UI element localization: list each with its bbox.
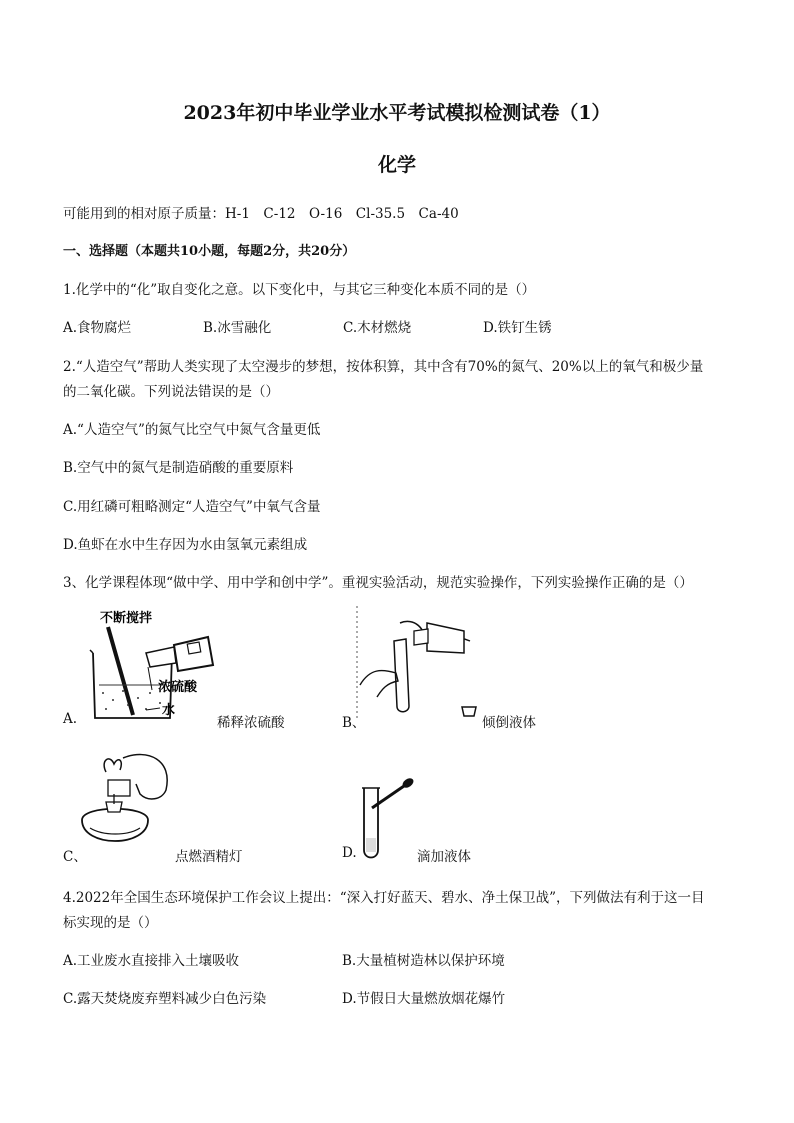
label-stir: 不断搅拌 <box>100 610 153 625</box>
reagent-bottle <box>427 623 464 653</box>
question-4-option-c[interactable]: C.露天焚烧废弃塑料减少白色污染 <box>63 991 267 1007</box>
label-acid: 浓硫酸 <box>158 679 198 694</box>
glass-rod <box>108 627 133 715</box>
question-1-stem: 1.化学中的“化”取自变化之意。以下变化中，与其它三种变化本质不同的是（） <box>63 282 536 298</box>
question-3-stem: 3、化学课程体现“做中学、用中学和创中学”。重视实验活动，规范实验操作，下列实验操作正确的是（） <box>63 575 693 591</box>
bottle-stopper <box>462 707 476 716</box>
section-heading: 一、选择题（本题共10小题，每题2分，共20分） <box>63 244 356 259</box>
question-2-stem-line1: 2.“人造空气”帮助人类实现了太空漫步的梦想，按体积算，其中含有70%的氮气、20%以上的氧气和极少量 <box>63 359 704 375</box>
figure-c-letter[interactable]: C、 <box>63 849 87 865</box>
question-4-stem-line2: 标实现的是（） <box>63 915 158 931</box>
figure-b-letter[interactable]: B、 <box>342 715 366 731</box>
question-2-option-d[interactable]: D.鱼虾在水中生存因为水由氢氧元素组成 <box>63 537 308 553</box>
question-1-option-d[interactable]: D.铁钉生锈 <box>483 320 552 336</box>
figure-a-letter[interactable]: A. <box>63 711 78 727</box>
question-4-option-d[interactable]: D.节假日大量燃放烟花爆竹 <box>342 991 506 1007</box>
hand-left <box>360 671 398 697</box>
figure-alcohol-lamp <box>78 750 178 860</box>
question-1-option-c[interactable]: C.木材燃烧 <box>343 320 412 336</box>
flame-icon <box>104 759 121 772</box>
question-4-stem-line1: 4.2022年全国生态环境保护工作会议上提出：“深入打好蓝天、碧水、净土保卫战”，下列做法有利于这一目 <box>63 890 705 906</box>
figure-d-letter[interactable]: D. <box>342 845 357 861</box>
label-water: 水 <box>162 702 176 717</box>
question-1-option-b[interactable]: B.冰雪融化 <box>203 320 272 336</box>
question-1-option-a[interactable]: A.食物腐烂 <box>63 320 132 336</box>
question-4-option-a[interactable]: A.工业废水直接排入土壤吸收 <box>63 953 240 969</box>
figure-pour-liquid <box>352 603 482 728</box>
lamp-body <box>82 809 148 841</box>
atomic-mass-note: 可能用到的相对原子质量：H-1 C-12 O-16 Cl-35.5 Ca-40 <box>63 206 459 222</box>
figure-b-caption: 倾倒液体 <box>482 715 536 731</box>
figure-dilute-acid <box>78 605 228 725</box>
question-2-stem-line2: 的二氧化碳。下列说法错误的是（） <box>63 384 279 400</box>
question-2-option-c[interactable]: C.用红磷可粗略测定“人造空气”中氧气含量 <box>63 499 321 515</box>
figure-a-caption: 稀释浓硫酸 <box>217 715 285 731</box>
question-2-option-b[interactable]: B.空气中的氮气是制造硝酸的重要原料 <box>63 460 294 476</box>
dropper <box>372 786 404 808</box>
figure-d-caption: 滴加液体 <box>417 849 471 865</box>
figure-c-caption: 点燃酒精灯 <box>175 849 243 865</box>
subject-title: 化学 <box>377 154 416 176</box>
acid-bottle <box>146 647 176 667</box>
question-4-option-b[interactable]: B.大量植树造林以保护环境 <box>342 953 505 969</box>
page-title: 2023年初中毕业学业水平考试模拟检测试卷（1） <box>183 102 611 124</box>
question-2-option-a[interactable]: A.“人造空气”的氮气比空气中氮气含量更低 <box>63 422 321 438</box>
